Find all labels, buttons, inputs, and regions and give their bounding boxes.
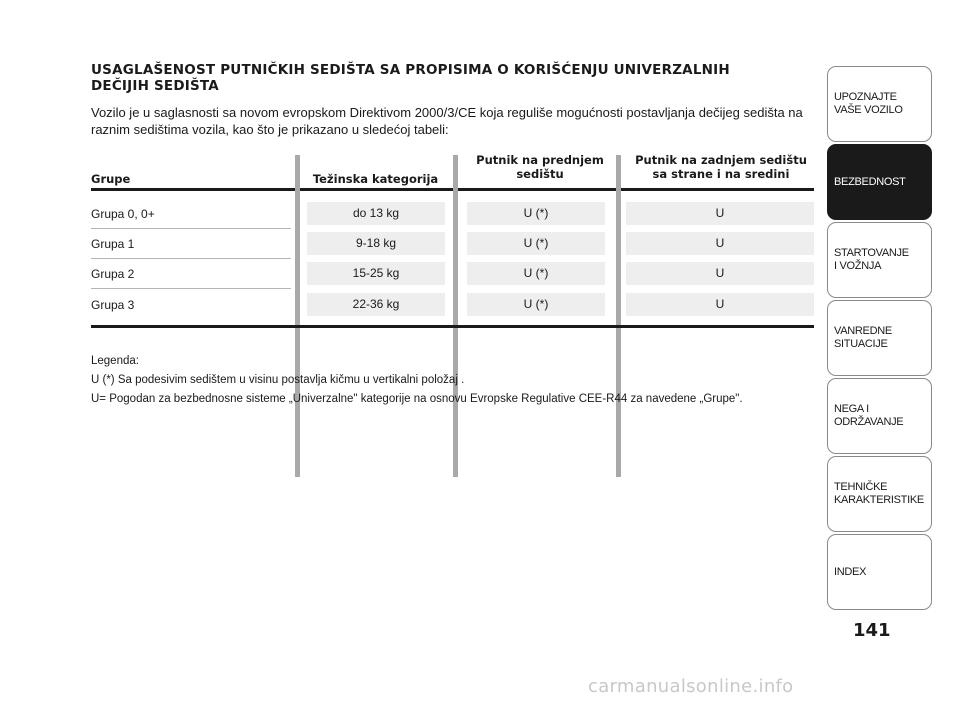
tab-index[interactable]: [827, 534, 932, 610]
header-weight: Težinska kategorija: [312, 172, 439, 186]
header-rear-passenger: Putnik na zadnjem sedištu sa strane i na sredini: [635, 153, 807, 181]
tab-label: INDEX: [834, 565, 867, 578]
section-title: USAGLAŠENOST PUTNIČKIH SEDIŠTA SA PROPISIMA O KORIŠĆENJU UNIVERZALNIH DEČIJIH SEDIŠTA: [91, 62, 730, 94]
tab-label: UPOZNAJTE VAŠE VOZILO: [834, 91, 903, 116]
legend-line: U (*) Sa podesivim sedištem u visinu postavlja kičmu u vertikalni položaj .: [91, 374, 465, 386]
row-group-label: Grupa 3: [91, 298, 135, 312]
legend-heading: Legenda:: [91, 355, 139, 367]
table-bottom-rule: [91, 325, 814, 328]
weight-cell: 9-18 kg: [307, 232, 445, 255]
tab-label: BEZBEDNOST: [834, 175, 906, 188]
row-separator: [91, 228, 291, 229]
watermark: carmanualsonline.info: [588, 676, 794, 697]
tab-label: NEGA I ODRŽAVANJE: [834, 403, 904, 428]
front-seat-cell: U (*): [467, 232, 605, 255]
tab-vanredne-situacije[interactable]: [827, 300, 932, 376]
child-seat-table: [91, 150, 814, 332]
tab-upoznajte-vase-vozilo[interactable]: [827, 66, 932, 142]
tab-label: STARTOVANJE I VOŽNJA: [834, 247, 909, 272]
row-separator: [91, 258, 291, 259]
legend-line: U= Pogodan za bezbednosne sisteme „Univerzalne" kategorije na osnovu Evropske Regulative CEE-R44 za navedene „Grupe".: [91, 393, 743, 405]
rear-seat-cell: U: [626, 232, 814, 255]
intro-paragraph: Vozilo je u saglasnosti sa novom evropskom Direktivom 2000/3/CE koja reguliše mogućnosti postavljanja dečijeg sedišta na raznim sedištima vozila, kao što je prikazano u sledećoj tabeli:: [91, 105, 803, 137]
header-rule: [621, 188, 814, 191]
row-group-label: Grupa 1: [91, 237, 135, 251]
rear-seat-cell: U: [626, 293, 814, 316]
tab-label: VANREDNE SITUACIJE: [834, 325, 892, 350]
weight-cell: 15-25 kg: [307, 262, 445, 285]
header-rule: [458, 188, 616, 191]
tab-bezbednost[interactable]: [827, 144, 932, 220]
header-groups: Grupe: [91, 172, 131, 186]
header-front-passenger: Putnik na prednjem sedištu: [476, 153, 604, 181]
legend: [91, 352, 811, 409]
tab-label: TEHNIČKE KARAKTERISTIKE: [834, 481, 924, 506]
column-divider: [616, 155, 621, 477]
rear-seat-cell: U: [626, 202, 814, 225]
tab-tehnicke-karakteristike[interactable]: [827, 456, 932, 532]
row-group-label: Grupa 2: [91, 267, 135, 281]
front-seat-cell: U (*): [467, 202, 605, 225]
rear-seat-cell: U: [626, 262, 814, 285]
tab-nega-i-odrzavanje[interactable]: [827, 378, 932, 454]
row-group-label: Grupa 0, 0+: [91, 207, 155, 221]
front-seat-cell: U (*): [467, 262, 605, 285]
column-divider: [453, 155, 458, 477]
column-divider: [295, 155, 300, 477]
header-rule: [300, 188, 453, 191]
tab-startovanje-i-voznja[interactable]: [827, 222, 932, 298]
header-rule: [91, 188, 295, 191]
weight-cell: do 13 kg: [307, 202, 445, 225]
page-number: 141: [853, 620, 891, 641]
row-separator: [91, 288, 291, 289]
front-seat-cell: U (*): [467, 293, 605, 316]
weight-cell: 22-36 kg: [307, 293, 445, 316]
